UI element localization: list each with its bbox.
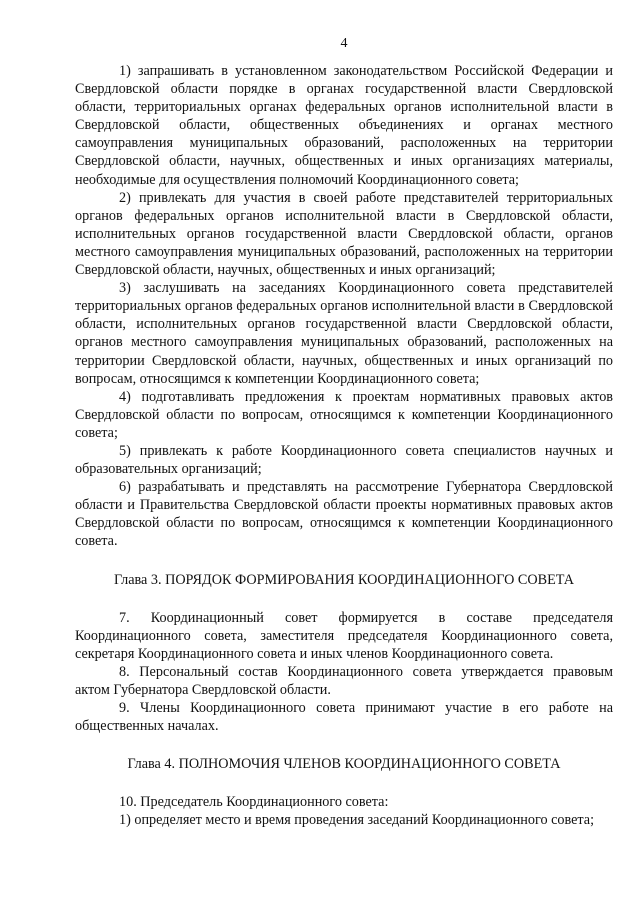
chapter-4-heading: Глава 4. ПОЛНОМОЧИЯ ЧЛЕНОВ КООРДИНАЦИОННОГО СОВЕТА xyxy=(127,756,561,773)
paragraph-7: 7. Координационный совет формируется в составе председателя Координационного совета, заместителя председателя Координационного совета, секретаря Координационного совета и иных членов Координационного совета. xyxy=(75,609,613,662)
paragraph-item-1: 1) запрашивать в установленном законодательством Российской Федерации и Свердловской области порядке в органах государственной власти Свердловской области, территориальных органах федеральных органов исполнительной власти в Свердловской области, общественных объединениях и органах местного самоуправления муниципальных образований, расположенных на территории Свердловской области, научных, общественных и иных организациях материалы, необходимые для осуществления полномочий Координационного совета; xyxy=(75,63,613,188)
paragraph-10: 10. Председатель Координационного совета: xyxy=(119,794,389,811)
document-body xyxy=(75,62,613,829)
paragraph-item-6: 6) разрабатывать и представлять на рассмотрение Губернатора Свердловской области и Правительства Свердловской области проекты нормативных правовых актов Свердловской области по вопросам, относящимся к компетенции Координационного совета. xyxy=(75,479,613,550)
paragraph-8: 8. Персональный состав Координационного совета утверждается правовым актом Губернатора Свердловской области. xyxy=(75,663,613,698)
paragraph-item-5: 5) привлекать к работе Координационного совета специалистов научных и образовательных организаций; xyxy=(75,442,613,478)
page-number: 4 xyxy=(340,36,348,51)
paragraph-10-item-1: 1) определяет место и время проведения заседаний Координационного совета; xyxy=(119,812,595,829)
paragraph-9: 9. Члены Координационного совета принимают участие в его работе на общественных началах. xyxy=(75,700,613,735)
paragraph-item-3: 3) заслушивать на заседаниях Координационного совета представителей территориальных органов федеральных органов исполнительной власти в Свердловской области, исполнительных органов государственной власти Свердловской области, органов местного самоуправления муниципальных образований, расположенных на территории Свердловской области, научных, общественных и иных организаций по вопросам, относящимся к компетенции Координационного совета; xyxy=(75,280,613,387)
chapter-3-heading: Глава 3. ПОРЯДОК ФОРМИРОВАНИЯ КООРДИНАЦИОННОГО СОВЕТА xyxy=(114,571,574,588)
paragraph-item-2: 2) привлекать для участия в своей работе представителей территориальных органов федеральных органов исполнительной власти в Свердловской области, исполнительных органов государственной власти Свердловской области, органов местного самоуправления муниципальных образований, расположенных на территории Свердловской области, научных, общественных и иных организаций; xyxy=(75,189,613,279)
paragraph-item-4: 4) подготавливать предложения к проектам нормативных правовых актов Свердловской области по вопросам, относящимся к компетенции Координационного совета; xyxy=(75,388,613,441)
